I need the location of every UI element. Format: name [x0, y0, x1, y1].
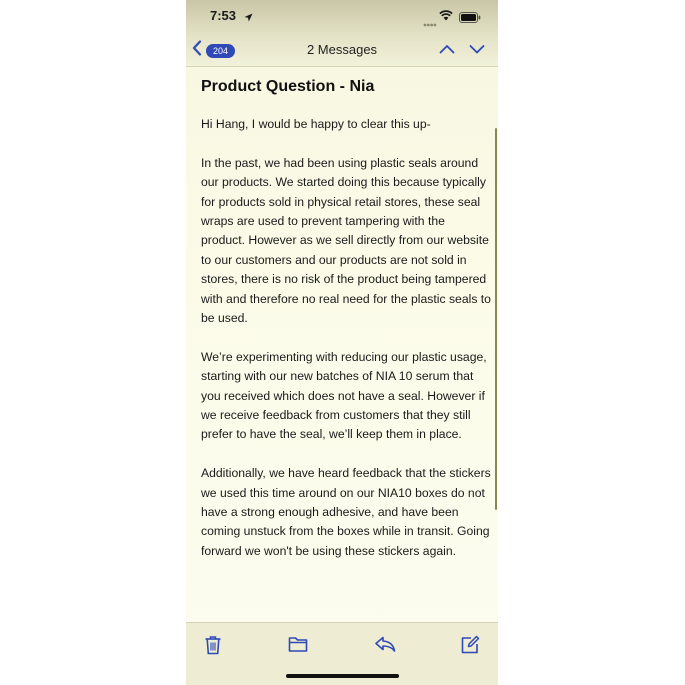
trash-icon[interactable] — [204, 635, 222, 660]
home-indicator[interactable] — [286, 674, 399, 678]
unread-count-badge: 204 — [206, 44, 235, 58]
wifi-icon — [439, 8, 453, 26]
chevron-up-icon[interactable] — [439, 42, 455, 60]
navigation-bar — [186, 34, 498, 67]
message-body — [201, 115, 491, 581]
chevron-down-icon[interactable] — [469, 42, 485, 60]
bottom-toolbar — [186, 622, 498, 685]
message-paragraph: We’re experimenting with reducing our plastic usage, starting with our new batches of NIA 10 serum that you received which does not have a seal. However if we receive feedback from customers that they still prefer to have the seal, we’ll keep them in place. — [201, 349, 487, 442]
page-title: 2 Messages — [306, 42, 378, 57]
reply-icon[interactable] — [374, 635, 396, 658]
status-bar — [186, 0, 498, 34]
message-paragraph: Hi Hang, I would be happy to clear this up- — [201, 117, 431, 131]
scrollbar[interactable] — [495, 128, 497, 510]
message-subject: Product Question - Nia — [201, 78, 375, 95]
signal-icon — [423, 14, 437, 32]
message-paragraph: In the past, we had been using plastic seals around our products. We started doing this because typically for products sold in physical retail stores, these seal wraps are used to prevent tampering with the product. However as we sell directly from our website to our customers and our products are not sold in stores, there is no risk of the product being tampered with and therefore no real need for the plastic seals to be used. — [201, 155, 491, 326]
location-arrow-icon — [244, 9, 253, 27]
status-time: 7:53 — [210, 8, 237, 23]
message-paragraph: Additionally, we have heard feedback that the stickers we used this time around on our NIA10 boxes do not have a strong enough adhesive, and have been coming unstuck from the boxes while in transit. Going forward we won't be using these stickers again. — [201, 466, 491, 558]
phone-screen — [186, 0, 498, 685]
folder-icon[interactable] — [288, 635, 308, 658]
battery-icon — [459, 10, 481, 28]
compose-icon[interactable] — [460, 635, 480, 660]
